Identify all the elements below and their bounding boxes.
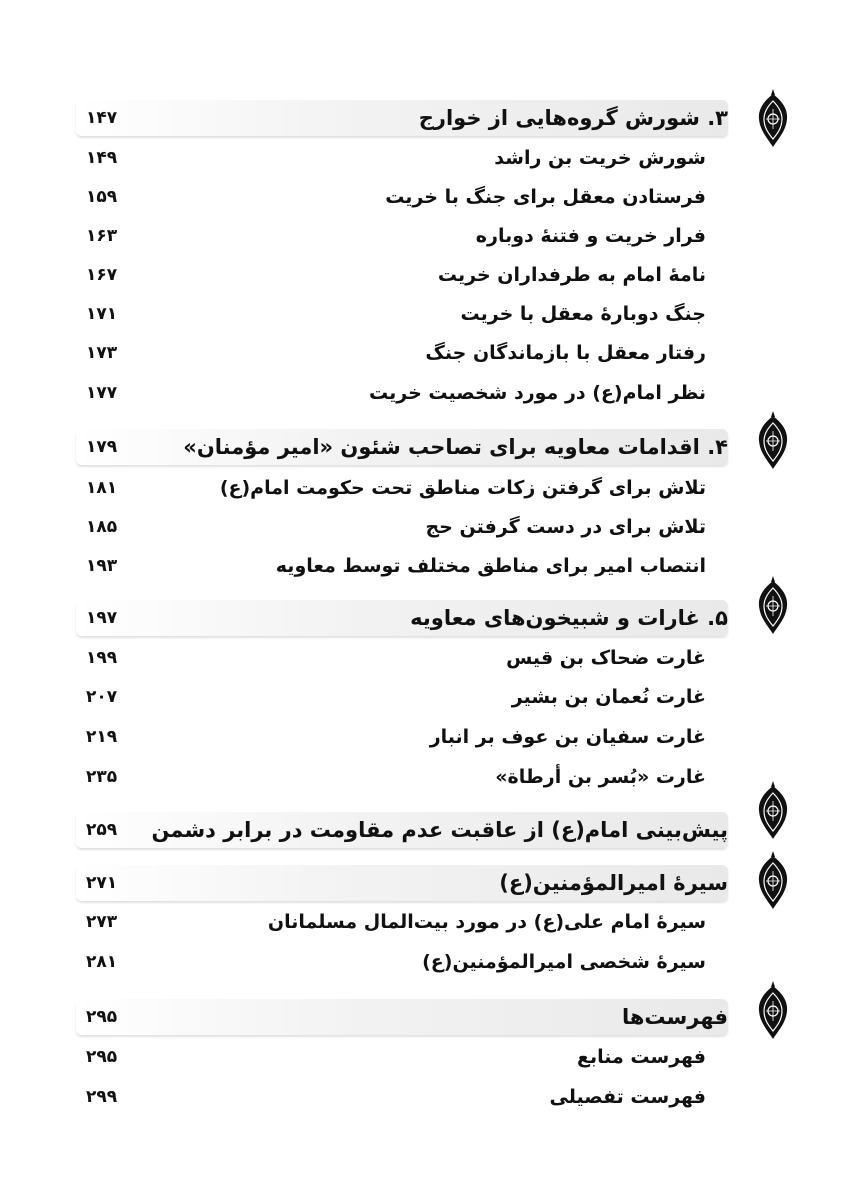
toc-title: رفتار معقل با بازماندگان جنگ <box>425 342 706 364</box>
toc-title: سیرهٔ امیرالمؤمنین(ع) <box>499 871 728 895</box>
toc-entry[interactable] <box>0 333 866 373</box>
toc-page-number: ۲۹۹ <box>86 1087 118 1107</box>
toc-title: سیرهٔ امام علی(ع) در مورد بیت‌المال مسلمانان <box>267 911 706 933</box>
toc-page-number: ۲۸۱ <box>86 952 118 972</box>
toc-page-number: ۲۹۵ <box>86 1047 118 1067</box>
toc-title: نامهٔ امام به طرفداران خریت <box>437 264 706 286</box>
toc-title: غارت ضحاک بن قیس <box>506 647 706 669</box>
toc-page-number: ۱۷۹ <box>86 437 118 457</box>
toc-title: غارت نُعمان بن بشیر <box>511 686 706 708</box>
toc-title: فهرست‌ها <box>621 1005 728 1029</box>
toc-page-number: ۱۸۵ <box>86 517 118 537</box>
toc-title: پیش‌بینی امام(ع) از عاقبت عدم مقاومت در برابر دشمن <box>151 818 728 842</box>
toc-title: ۵. غارات و شبیخون‌های معاویه <box>410 606 728 630</box>
toc-page-number: ۱۷۷ <box>86 383 118 403</box>
toc-section-heading[interactable] <box>0 427 866 467</box>
toc-entry[interactable] <box>0 507 866 547</box>
toc-entry[interactable] <box>0 294 866 334</box>
toc-section-heading[interactable] <box>0 598 866 638</box>
toc-section-heading[interactable] <box>0 98 866 138</box>
toc-page-number: ۱۹۹ <box>86 648 118 668</box>
toc-entry[interactable] <box>0 177 866 217</box>
toc-entry[interactable] <box>0 546 866 586</box>
toc-title: تلاش برای گرفتن زکات مناطق تحت حکومت امام(ع) <box>219 477 706 499</box>
toc-entry[interactable] <box>0 373 866 413</box>
toc-section-heading[interactable] <box>0 997 866 1037</box>
toc-page-number: ۱۵۹ <box>86 187 118 207</box>
toc-title: غارت سفیان بن عوف بر انبار <box>429 726 706 748</box>
toc-page-number: ۱۹۷ <box>86 608 118 628</box>
toc-title: ۴. اقدامات معاویه برای تصاحب شئون «امیر مؤمنان» <box>183 435 728 459</box>
toc-title: ۳. شورش گروه‌هایی از خوارج <box>418 106 728 130</box>
toc-entry[interactable] <box>0 216 866 256</box>
toc-entry[interactable] <box>0 717 866 757</box>
toc-page-number: ۲۳۵ <box>86 767 118 787</box>
toc-page-number: ۲۰۷ <box>86 687 118 707</box>
toc-page-number: ۲۷۱ <box>86 873 118 893</box>
toc-section-heading[interactable] <box>0 810 866 850</box>
toc-entry[interactable] <box>0 757 866 797</box>
toc-entry[interactable] <box>0 1077 866 1117</box>
toc-page-number: ۱۶۳ <box>86 226 118 246</box>
toc-page-number: ۱۹۳ <box>86 556 118 576</box>
toc-page-number: ۱۸۱ <box>86 478 118 498</box>
toc-page-number: ۱۴۷ <box>86 108 118 128</box>
toc-page-number: ۲۷۳ <box>86 912 118 932</box>
toc-entry[interactable] <box>0 255 866 295</box>
toc-title: فهرست تفصیلی <box>549 1086 706 1108</box>
toc-page-number: ۱۷۱ <box>86 304 118 324</box>
toc-title: نظر امام(ع) در مورد شخصیت خریت <box>369 382 706 404</box>
toc-title: جنگ دوبارهٔ معقل با خریت <box>460 303 706 325</box>
toc-entry[interactable] <box>0 638 866 678</box>
toc-title: فهرست منابع <box>577 1046 706 1068</box>
toc-entry[interactable] <box>0 1037 866 1077</box>
toc-title: تلاش برای در دست گرفتن حج <box>425 516 706 538</box>
toc-page-number: ۲۹۵ <box>86 1007 118 1027</box>
toc-title: فرستادن معقل برای جنگ با خریت <box>385 186 706 208</box>
toc-entry[interactable] <box>0 942 866 982</box>
toc-title: سیرهٔ شخصی امیرالمؤمنین(ع) <box>422 951 706 973</box>
toc-section-heading[interactable] <box>0 863 866 903</box>
toc-page-number: ۱۶۷ <box>86 265 118 285</box>
toc-entry[interactable] <box>0 902 866 942</box>
toc-page-number: ۲۱۹ <box>86 727 118 747</box>
toc-title: شورش خریت بن راشد <box>494 147 706 169</box>
toc-title: غارت «بُسر بن أرطاة» <box>495 766 706 788</box>
toc-title: فرار خریت و فتنهٔ دوباره <box>475 225 706 247</box>
toc-entry[interactable] <box>0 468 866 508</box>
toc-page-number: ۱۷۳ <box>86 343 118 363</box>
toc-page-number: ۲۵۹ <box>86 820 118 840</box>
toc-entry[interactable] <box>0 138 866 178</box>
toc-entry[interactable] <box>0 677 866 717</box>
toc-title: انتصاب امیر برای مناطق مختلف توسط معاویه <box>275 555 706 577</box>
toc-page-number: ۱۴۹ <box>86 148 118 168</box>
